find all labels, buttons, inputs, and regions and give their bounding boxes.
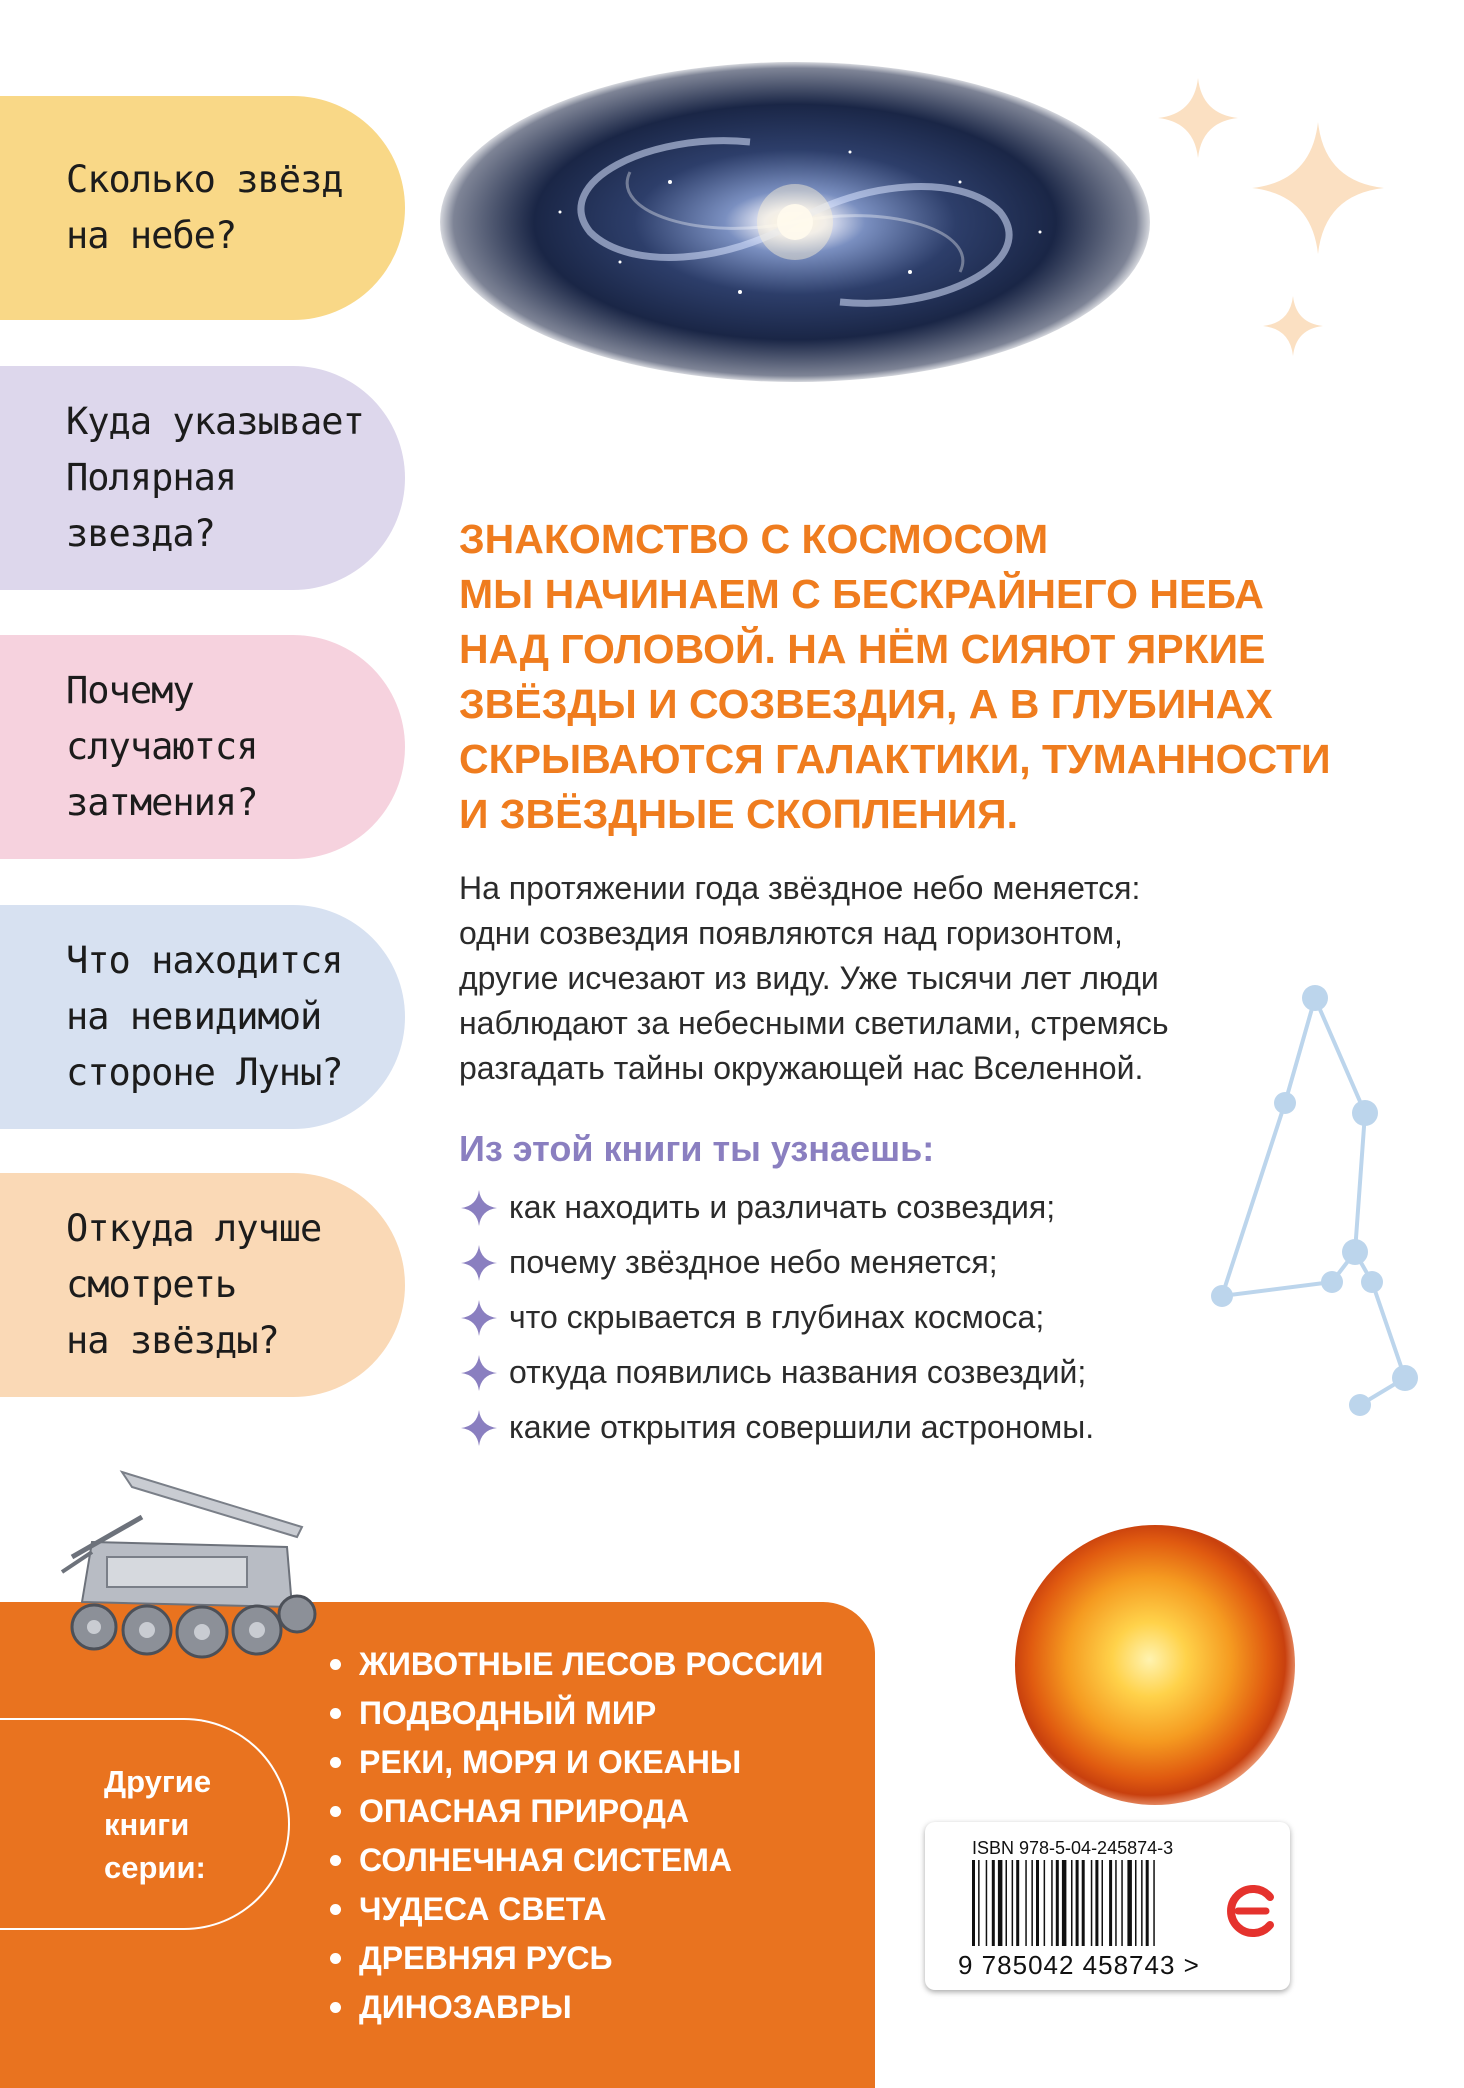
- series-book-title: ДИНОЗАВРЫ: [359, 1989, 572, 2025]
- sparkle-icon: [1158, 78, 1238, 158]
- bullet-dot: [330, 1953, 341, 1964]
- plus-star-icon: [459, 1188, 499, 1228]
- learn-list: [459, 1180, 1094, 1455]
- headline-line: СКРЫВАЮТСЯ ГАЛАКТИКИ, ТУМАННОСТИ: [459, 736, 1331, 782]
- question-tab-1: [0, 96, 405, 320]
- bullet-dot: [330, 1757, 341, 1768]
- series-book-item: [330, 1934, 823, 1983]
- constellation-icon: [1195, 980, 1425, 1420]
- plus-star-icon: [459, 1408, 499, 1448]
- series-book-item: [330, 1787, 823, 1836]
- list-item: [459, 1180, 1094, 1235]
- series-book-title: РЕКИ, МОРЯ И ОКЕАНЫ: [359, 1744, 742, 1780]
- sun-image: [1015, 1525, 1295, 1805]
- question-text: Что находится на невидимой стороне Луны?: [66, 939, 343, 1094]
- bullet-dot: [330, 2002, 341, 2013]
- series-book-item: [330, 1983, 823, 2032]
- headline-line: ЗНАКОМСТВО С КОСМОСОМ: [459, 516, 1049, 562]
- question-text: Сколько звёзд на небе?: [66, 158, 343, 257]
- series-book-item: [330, 1836, 823, 1885]
- list-item-text: как находить и различать созвездия;: [509, 1189, 1056, 1225]
- list-item-text: почему звёздное небо меняется;: [509, 1244, 998, 1280]
- paragraph-line: другие исчезают из виду. Уже тысячи лет люди: [459, 960, 1159, 996]
- plus-star-icon: [459, 1298, 499, 1338]
- lunokhod-image: [52, 1432, 342, 1677]
- list-item: [459, 1235, 1094, 1290]
- paragraph-line: разгадать тайны окружающей нас Вселенной.: [459, 1050, 1144, 1086]
- paragraph-line: одни созвездия появляются над горизонтом,: [459, 915, 1123, 951]
- headline: [459, 512, 1359, 842]
- series-book-item: [330, 1885, 823, 1934]
- learn-title: Из этой книги ты узнаешь:: [459, 1128, 935, 1169]
- question-text: Куда указывает Полярная звезда?: [66, 400, 364, 555]
- list-item: [459, 1345, 1094, 1400]
- sparkle-icon: [1252, 122, 1384, 254]
- series-book-item: [330, 1689, 823, 1738]
- series-label-text: Другие книги серии:: [104, 1763, 212, 1885]
- sparkle-icon: [1263, 296, 1323, 356]
- question-tab-4: [0, 905, 405, 1129]
- series-book-title: ЖИВОТНЫЕ ЛЕСОВ РОССИИ: [359, 1646, 824, 1682]
- series-book-item: [330, 1738, 823, 1787]
- paragraph-line: наблюдают за небесными светилами, стремясь: [459, 1005, 1169, 1041]
- headline-line: И ЗВЁЗДНЫЕ СКОПЛЕНИЯ.: [459, 791, 1019, 837]
- bullet-dot: [330, 1904, 341, 1915]
- bullet-dot: [330, 1659, 341, 1670]
- bullet-dot: [330, 1708, 341, 1719]
- description-paragraph: [459, 866, 1299, 1091]
- list-item-text: какие открытия совершили астрономы.: [509, 1409, 1095, 1445]
- series-book-title: СОЛНЕЧНАЯ СИСТЕМА: [359, 1842, 732, 1878]
- isbn-text: ISBN 978-5-04-245874-3: [972, 1838, 1174, 1858]
- series-book-list: [330, 1640, 823, 2032]
- paragraph-line: На протяжении года звёздное небо меняется:: [459, 870, 1141, 906]
- barcode-bars: [972, 1860, 1202, 1946]
- list-item: [459, 1290, 1094, 1345]
- headline-line: МЫ НАЧИНАЕМ С БЕСКРАЙНЕГО НЕБА: [459, 571, 1264, 617]
- bullet-dot: [330, 1855, 341, 1866]
- series-book-title: ЧУДЕСА СВЕТА: [359, 1891, 607, 1927]
- series-book-item: [330, 1640, 823, 1689]
- plus-star-icon: [459, 1243, 499, 1283]
- plus-star-icon: [459, 1353, 499, 1393]
- series-label: [0, 1718, 290, 1930]
- galaxy-image: [440, 62, 1150, 382]
- list-item-text: что скрывается в глубинах космоса;: [509, 1299, 1045, 1335]
- barcode-digits: 9 785042 458743 >: [958, 1950, 1200, 1980]
- question-text: Откуда лучше смотреть на звёзды?: [66, 1207, 322, 1362]
- series-book-title: ОПАСНАЯ ПРИРОДА: [359, 1793, 690, 1829]
- series-book-title: ПОДВОДНЫЙ МИР: [359, 1695, 657, 1731]
- bullet-dot: [330, 1806, 341, 1817]
- question-tab-2: [0, 366, 405, 590]
- series-book-title: ДРЕВНЯЯ РУСЬ: [359, 1940, 613, 1976]
- eksmo-logo-icon: [1226, 1883, 1276, 1939]
- headline-line: НАД ГОЛОВОЙ. НА НЁМ СИЯЮТ ЯРКИЕ: [459, 626, 1266, 672]
- question-text: Почему случаются затмения?: [66, 669, 258, 824]
- list-item-text: откуда появились названия созвездий;: [509, 1354, 1087, 1390]
- list-item: [459, 1400, 1094, 1455]
- question-tab-5: [0, 1173, 405, 1397]
- headline-line: ЗВЁЗДЫ И СОЗВЕЗДИЯ, А В ГЛУБИНАХ: [459, 681, 1273, 727]
- question-tab-3: [0, 635, 405, 859]
